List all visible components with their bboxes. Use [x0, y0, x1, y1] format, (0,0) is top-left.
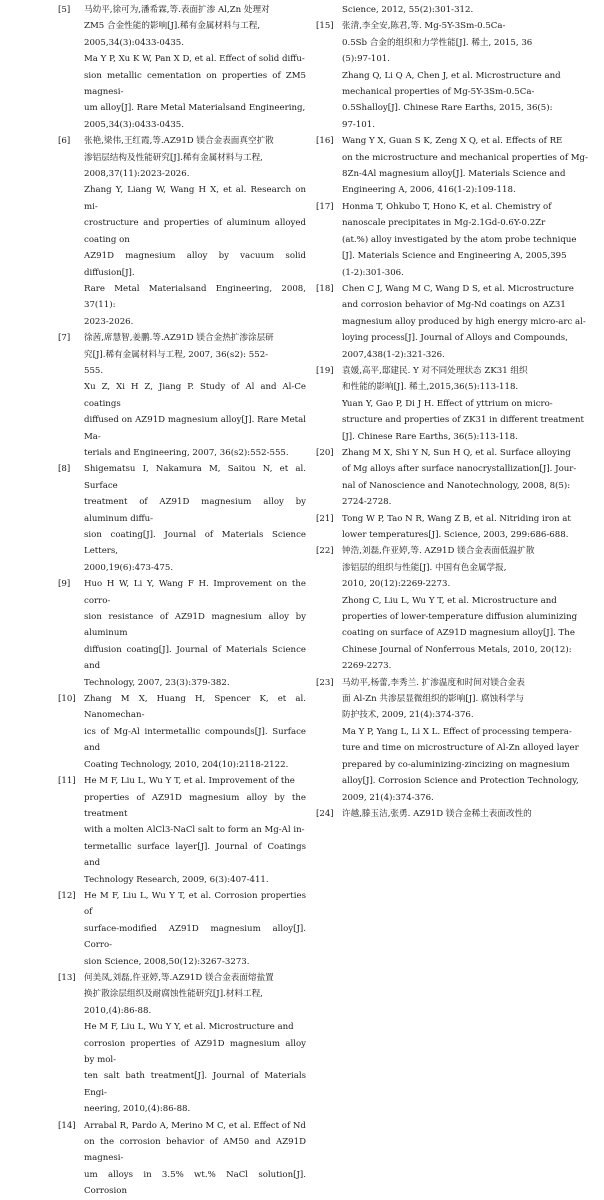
reference-entry [316, 543, 588, 674]
reference-line: um alloys in 3.5% wt.% NaCl solution[J]. Corrosion [84, 1169, 306, 1197]
reference-line: [J]. Materials Science and Engineering A, 2005,395 [342, 251, 567, 262]
reference-entry [316, 281, 588, 363]
reference-line: 钟浩,刘磊,仵亚婷,等. AZ91D 镁合金表面低温扩散 [342, 546, 535, 557]
reference-line: prepared by co-aluminizing-zincizing on magnesium [342, 759, 570, 770]
reference-line: lower temperatures[J]. Science, 2003, 299:686-688. [342, 530, 569, 540]
reference-line: 渗铝层的组织与性能[J]. 中国有色金属学报, [342, 562, 507, 573]
reference-line: (at.%) alloy investigated by the atom probe technique [342, 234, 577, 245]
reference-line: neering, 2010,(4):86-88. [84, 1104, 191, 1115]
reference-entry [316, 511, 588, 544]
reference-line: with a molten AlCl3-NaCl salt to form an Mg-Al in- [84, 825, 305, 836]
reference-line: 马幼平,杨蕾,李秀兰. 扩渗温度和时间对镁合金表 [342, 677, 525, 688]
reference-line: (1-2):301-306. [342, 267, 404, 278]
reference-line: 2005,34(3):0433-0435. [84, 119, 184, 130]
reference-line: 2010,(4):86-88. [84, 1005, 152, 1016]
reference-number: [13] [58, 972, 76, 983]
reference-line: 2010, 20(12):2269-2273. [342, 579, 451, 590]
reference-entry [58, 888, 306, 970]
reference-line: diffusion coating[J]. Journal of Materials Science and [84, 644, 306, 672]
reference-line: Coating Technology, 2010, 204(10):2118-2122. [84, 759, 289, 770]
reference-line: 0.5Sb 合金的组织和力学性能[J]. 稀土, 2015, 36 [342, 37, 533, 48]
reference-number: [16] [316, 136, 334, 147]
reference-number: [8] [58, 464, 71, 475]
reference-entry [58, 330, 306, 461]
reference-line: nal of Nanoscience and Nanotechnology, 2008, 8(5): [342, 480, 571, 491]
reference-line: Huo H W, Li Y, Wang F H. Improvement on the corro- [84, 579, 306, 606]
reference-entry [316, 18, 588, 133]
reference-line: Engineering A, 2006, 416(1-2):109-118. [342, 185, 516, 196]
reference-entry [316, 199, 588, 281]
reference-number: [24] [316, 808, 334, 819]
reference-line: sion metallic cementation on properties of ZM5 magnesi- [84, 70, 306, 98]
reference-entry [316, 445, 588, 511]
reference-line: properties of AZ91D magnesium alloy by the treatment [84, 792, 306, 819]
reference-line: 张艳,梁伟,王红霞,等.AZ91D 镁合金表面真空扩散 [84, 136, 274, 147]
reference-line: sion Science, 2008,50(12):3267-3273. [84, 956, 250, 967]
reference-entry [58, 461, 306, 576]
reference-line: 2269-2273. [342, 661, 392, 672]
reference-number: [9] [58, 579, 71, 590]
reference-line: 渗铝层结构及性能研究[J].稀有金属材料与工程, [84, 152, 263, 163]
reference-line: He M F, Liu L, Wu Y Y, et al. Microstructure and [84, 1022, 294, 1033]
reference-line: 和性能的影响[J]. 稀土,2015,36(5):113-118. [342, 382, 519, 393]
reference-line: treatment of AZ91D magnesium alloy by aluminum diffu- [84, 497, 306, 524]
reference-line: Honma T, Ohkubo T, Hono K, et al. Chemistry of [342, 201, 552, 212]
reference-number: [15] [316, 21, 334, 32]
reference-line: and corrosion behavior of Mg-Nd coatings on AZ31 [342, 300, 566, 311]
reference-entry [58, 970, 306, 1118]
reference-number: [11] [58, 776, 76, 787]
reference-line: 袁媛,高平,邸建民. Y 对不同处理状态 ZK31 组织 [342, 365, 528, 376]
reference-line: Ma Y P, Xu K W, Pan X D, et al. Effect of solid diffu- [84, 54, 305, 65]
reference-line: 究[J].稀有金属材料与工程, 2007, 36(s2): 552- [84, 349, 269, 360]
reference-line: Technology, 2007, 23(3):379-382. [84, 677, 230, 688]
reference-line: properties of lower-temperature diffusion aluminizing [342, 612, 578, 623]
reference-line: 2724-2728. [342, 497, 392, 508]
reference-line: ten salt bath treatment[J]. Journal of Materials Engi- [84, 1071, 306, 1098]
reference-line: Rare Metal Materialsand Engineering, 2008, 37(11): [84, 283, 306, 311]
reference-line: 2007,438(1-2):321-326. [342, 349, 445, 360]
reference-entry [316, 675, 588, 806]
reference-line: on the microstructure and mechanical properties of Mg- [342, 152, 588, 163]
reference-line: Arrabal R, Pardo A, Merino M C, et al. Effect of Nd [84, 1120, 306, 1131]
reference-entry [58, 1118, 306, 1200]
reference-line: Yuan Y, Gao P, Di J H. Effect of yttrium on micro- [342, 398, 553, 409]
reference-line: 何美凤,刘磊,仵亚婷,等.AZ91D 镁合金表面熔盐置 [84, 972, 274, 983]
reference-line: Tong W P, Tao N R, Wang Z B, et al. Nitriding iron at [342, 513, 571, 524]
left-reference-column [58, 2, 306, 1200]
reference-line: He M F, Liu L, Wu Y T, et al. Corrosion properties of [84, 890, 306, 918]
reference-number: [10] [58, 694, 76, 705]
reference-line: surface-modified AZ91D magnesium alloy[J]. Corro- [84, 923, 306, 951]
reference-line: 许越,滕玉洁,张勇. AZ91D 镁合金稀土表面改性的 [342, 808, 532, 819]
right-reference-column [316, 2, 588, 822]
reference-number: [17] [316, 201, 334, 212]
reference-line: 张清,李全安,陈君,等. Mg-5Y-3Sm-0.5Ca- [342, 21, 506, 32]
reference-line: alloy[J]. Corrosion Science and Protection Technology, [342, 776, 579, 787]
reference-number: [21] [316, 513, 334, 524]
reference-line: 2005,34(3):0433-0435. [84, 37, 184, 48]
reference-line: Zhang M X, Huang H, Spencer K, et al. Nanomechan- [84, 694, 306, 721]
reference-entry [316, 2, 588, 18]
reference-line: mechanical properties of Mg-5Y-3Sm-0.5Ca- [342, 87, 535, 98]
reference-line: Zhang Y, Liang W, Wang H X, et al. Research on mi- [84, 185, 306, 212]
reference-line: 换扩散涂层组织及耐腐蚀性能研究[J].材料工程, [84, 989, 263, 1000]
reference-line: 防护技术, 2009, 21(4):374-376. [342, 710, 474, 721]
reference-line: 0.5Shalloy[J]. Chinese Rare Earths, 2015, 36(5): [342, 103, 553, 114]
reference-line: of Mg alloys after surface nanocrystallization[J]. Jour- [342, 464, 577, 475]
reference-line: nanoscale precipitates in Mg-2.1Gd-0.6Y-0.2Zr [342, 218, 546, 229]
reference-line: 面 Al-Zn 共渗层显微组织的影响[J]. 腐蚀科学与 [342, 694, 524, 705]
reference-line: ture and time on microstructure of Al-Zn alloyed layer [342, 743, 579, 754]
reference-entry [58, 133, 306, 330]
reference-line: Ma Y P, Yang L, Li X L. Effect of processing tempera- [342, 726, 572, 737]
reference-entry [58, 2, 306, 133]
reference-entry [58, 773, 306, 888]
reference-number: [18] [316, 283, 334, 294]
reference-line: Xu Z, Xi H Z, Jiang P. Study of Al and Al-Ce coatings [84, 382, 306, 409]
reference-line: [J]. Chinese Rare Earths, 36(5):113-118. [342, 431, 518, 442]
reference-line: Technology Research, 2009, 6(3):407-411. [84, 874, 269, 885]
reference-line: on the corrosion behavior of AM50 and AZ91D magnesi- [84, 1137, 306, 1164]
reference-number: [22] [316, 546, 334, 557]
reference-line: 2008,37(11):2023-2026. [84, 169, 190, 180]
reference-line: terials and Engineering, 2007, 36(s2):552-555. [84, 447, 289, 458]
reference-line: Science, 2012, 55(2):301-312. [342, 5, 474, 15]
reference-line: coating on surface of AZ91D magnesium alloy[J]. The [342, 628, 575, 639]
reference-line: 徐茜,席慧智,姜鹏.等.AZ91D 镁合金热扩渗涂层研 [84, 333, 274, 344]
reference-line: Zhang Q, Li Q A, Chen J, et al. Microstructure and [342, 70, 561, 81]
reference-line: Chen C J, Wang M C, Wang D S, et al. Microstructure [342, 283, 574, 294]
reference-line: um alloy[J]. Rare Metal Materialsand Engineering, [84, 103, 306, 114]
reference-line: 8Zn-4Al magnesium alloy[J]. Materials Science and [342, 169, 566, 180]
reference-number: [12] [58, 890, 76, 901]
reference-line: sion coating[J]. Journal of Materials Science Letters, [84, 530, 306, 557]
reference-line: magnesium alloy produced by high energy micro-arc al- [342, 316, 586, 327]
reference-line: AZ91D magnesium alloy by vacuum solid diffusion[J]. [84, 251, 306, 278]
reference-line: termetallic surface layer[J]. Journal of Coatings and [84, 841, 306, 869]
reference-line: diffused on AZ91D magnesium alloy[J]. Rare Metal Ma- [84, 415, 306, 442]
reference-entry [316, 806, 588, 822]
reference-line: 97-101. [342, 119, 375, 130]
reference-line: Chinese Journal of Nonferrous Metals, 2010, 20(12): [342, 644, 572, 655]
reference-line: (5):97-101. [342, 54, 391, 65]
reference-line: Shigematsu I, Nakamura M, Saitou N, et al. Surface [84, 464, 306, 491]
reference-entry [316, 363, 588, 445]
reference-line: ZM5 合金性能的影响[J].稀有金属材料与工程, [84, 21, 261, 32]
reference-entry [316, 133, 588, 199]
reference-line: 2009, 21(4):374-376. [342, 792, 434, 803]
reference-line: 马幼平,徐可为,潘希霖,等.表面扩渗 Al,Zn 处理对 [84, 5, 270, 15]
reference-entry [58, 576, 306, 691]
reference-number: [5] [58, 5, 71, 15]
reference-line: 2000,19(6):473-475. [84, 562, 174, 573]
reference-line: He M F, Liu L, Wu Y T, et al. Improvement of the [84, 776, 295, 787]
reference-line: corrosion properties of AZ91D magnesium alloy by mol- [84, 1038, 306, 1065]
reference-number: [14] [58, 1120, 76, 1131]
reference-line: 2023-2026. [84, 316, 134, 327]
reference-number: [20] [316, 447, 334, 458]
reference-line: loying process[J]. Journal of Alloys and Compounds, [342, 333, 568, 344]
reference-number: [19] [316, 365, 334, 376]
reference-entry [58, 691, 306, 773]
reference-line: Zhang M X, Shi Y N, Sun H Q, et al. Surface alloying [342, 447, 571, 458]
reference-line: crostructure and properties of aluminum alloyed coating on [84, 218, 306, 245]
reference-line: 555. [84, 365, 104, 376]
reference-line: Wang Y X, Guan S K, Zeng X Q, et al. Effects of RE [342, 136, 563, 147]
reference-number: [23] [316, 677, 334, 688]
reference-line: sion resistance of AZ91D magnesium alloy by aluminum [84, 612, 306, 639]
reference-line: ics of Mg-Al intermetallic compounds[J]. Surface and [84, 726, 306, 754]
reference-number: [6] [58, 136, 71, 147]
reference-line: structure and properties of ZK31 in different treatment [342, 415, 584, 426]
reference-number: [7] [58, 333, 71, 344]
reference-line: Zhong C, Liu L, Wu Y T, et al. Microstructure and [342, 595, 557, 606]
